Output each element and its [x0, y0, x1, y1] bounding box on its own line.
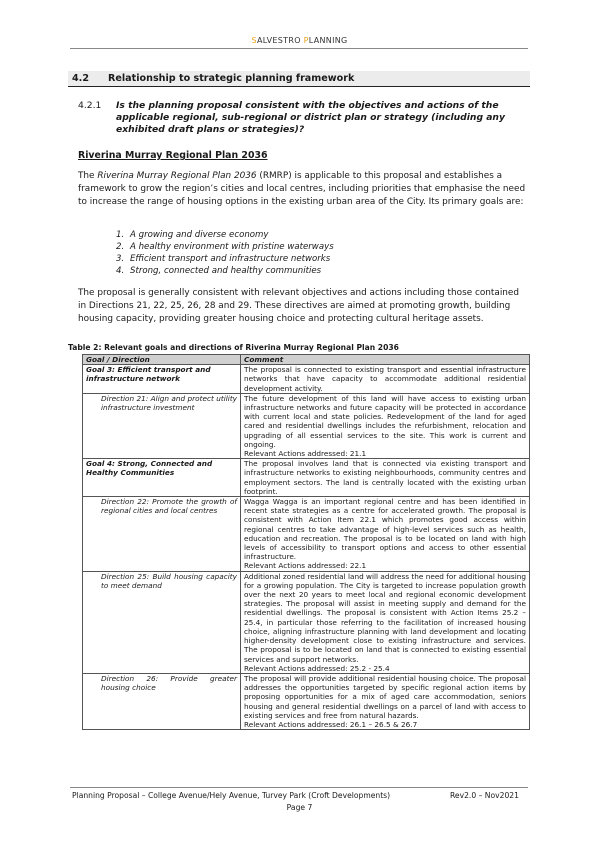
table-row — [83, 571, 530, 673]
table-row — [83, 673, 530, 729]
comment-cell — [241, 673, 530, 729]
goal-text: Efficient transport and infrastructure networks — [130, 254, 331, 264]
goal-cell: Goal 3: Efficient transport and infrastructure network — [83, 365, 241, 394]
table-row — [83, 459, 530, 497]
comment-text: The proposal will provide additional residential housing choice. The proposal addresses the opportunities targeted by specific regional action items by proposing opportunities for a mix of aged care accommodation, seniors housing and general residential dwellings on a parcel of land with access to existing services and free from natural hazards. — [244, 673, 526, 720]
section-number: 4.2 — [72, 73, 89, 84]
section-heading — [68, 71, 530, 87]
goal-text: A healthy environment with pristine waterways — [130, 242, 334, 252]
goal-number: 4. — [116, 266, 125, 276]
brand-text-lanning: LANNING — [308, 36, 348, 45]
comment-cell — [241, 497, 530, 572]
table-header-row — [83, 355, 530, 365]
footer-document-title: Planning Proposal – College Avenue/Hely Avenue, Turvey Park (Croft Developments) — [72, 791, 391, 800]
table-row — [83, 393, 530, 458]
intro-plan-name: Riverina Murray Regional Plan 2036 — [97, 171, 257, 181]
header-comment: Comment — [241, 355, 530, 365]
direction-cell: Direction 26: Provide greater housing choice — [83, 673, 241, 729]
comment-text: Additional zoned residential land will address the need for additional housing for a growing population. The City is targeted to increase population growth over the next 20 years to meet local and regional economic development strategies. The proposal will assist in meeting supply and demand for the residential dwellings. The proposal is consistent with Action Items 25.2 – 25.4, in particular those referring to the facilitation of increased housing choice, aligning infrastructure planning with land development and locating higher-density development close to existing infrastructure and services. The proposal is to be located on land that is connected to existing essential services and support networks. — [244, 571, 526, 664]
goal-number: 1. — [116, 230, 125, 240]
footer-revision: Rev2.0 – Nov2021 — [450, 791, 519, 800]
goal-number: 3. — [116, 254, 125, 264]
goal-item — [116, 229, 334, 241]
brand-initial-s: S — [251, 36, 257, 45]
goal-text: Strong, connected and healthy communities — [130, 266, 322, 276]
goals-list — [116, 229, 334, 277]
page-number: Page 7 — [286, 803, 313, 812]
relevant-actions: Relevant Actions addressed: 22.1 — [244, 561, 367, 571]
subheading: Riverina Murray Regional Plan 2036 — [78, 150, 268, 161]
intro-pre: The — [78, 171, 98, 181]
goal-item — [116, 253, 334, 265]
relevant-actions: Relevant Actions addressed: 25.2 - 25.4 — [244, 663, 390, 673]
footer-rule — [70, 787, 528, 788]
direction-cell: Direction 25: Build housing capacity to meet demand — [83, 571, 241, 673]
question-number: 4.2.1 — [78, 100, 102, 111]
direction-cell: Direction 21: Align and protect utility infrastructure investment — [83, 393, 241, 458]
comment-cell — [241, 365, 530, 394]
goal-cell: Goal 4: Strong, Connected and Healthy Communities — [83, 459, 241, 497]
header-rule — [70, 48, 528, 49]
intro-post: (RMRP) is applicable to this proposal and establishes a framework to grow the region’s cities and local centres, including priorities that emphasise the need to increase the range of housing options in the existing urban area of the City. Its primary goals are: — [78, 171, 526, 207]
comment-cell — [241, 459, 530, 497]
consistency-paragraph: The proposal is generally consistent with relevant objectives and actions including those contained in Directions 21, 22, 25, 26, 28 and 29. These directives are aimed at promoting growth, building housing capacity, providing greater housing choice and protecting cultural heritage assets. — [78, 288, 520, 324]
table-caption: Table 2: Relevant goals and directions of Riverina Murray Regional Plan 2036 — [68, 343, 399, 352]
goal-item — [116, 241, 334, 253]
brand-header — [0, 36, 599, 45]
goal-number: 2. — [116, 242, 125, 252]
comment-text: Wagga Wagga is an important regional centre and has been identified in recent state strategies as a centre for accelerated growth. The proposal is consistent with Action Item 22.1 which promotes good access within regional centres to take advantage of high-level services such as health, education and recreation. The proposal is to be located on land with high levels of accessibility to transport options and access to other essential infrastructure. — [244, 497, 526, 562]
direction-cell: Direction 22: Promote the growth of regional cities and local centres — [83, 497, 241, 572]
comment-cell — [241, 393, 530, 458]
intro-paragraph — [78, 170, 526, 208]
goal-text: A growing and diverse economy — [130, 230, 269, 240]
brand-text-alvestro: ALVESTRO — [257, 36, 304, 45]
comment-text: The proposal involves land that is connected via existing transport and infrastructure networks to existing neighbourhoods, community centres and employment sectors. The land is centrally located with the existing urban footprint. — [244, 459, 526, 496]
relevant-actions: Relevant Actions addressed: 26.1 – 26.5 & 26.7 — [244, 719, 418, 729]
comment-text: The future development of this land will have access to existing urban infrastructure networks and future capacity will be protected in accordance with current local and state policies. Redevelopment of the land for aged cared and residential dwellings includes the refurbishment, relocation and upgrading of all essential services to the site. This work is current and ongoing. — [244, 393, 526, 449]
header-goal-direction: Goal / Direction — [83, 355, 241, 365]
relevant-actions: Relevant Actions addressed: 21.1 — [244, 449, 367, 459]
goal-item — [116, 265, 334, 277]
brand-initial-p: P — [303, 36, 309, 45]
question-text: Is the planning proposal consistent with the objectives and actions of the applicable regional, sub-regional or district plan or strategy (including any exhibited draft plans or strategies)? — [116, 100, 505, 135]
table-row — [83, 365, 530, 394]
goals-directions-table — [82, 354, 530, 730]
comment-cell — [241, 571, 530, 673]
section-title: Relationship to strategic planning framework — [108, 73, 355, 84]
comment-text: The proposal is connected to existing transport and essential infrastructure networks that have capacity to accommodate additional residential development activity. — [244, 365, 526, 393]
table-row — [83, 497, 530, 572]
